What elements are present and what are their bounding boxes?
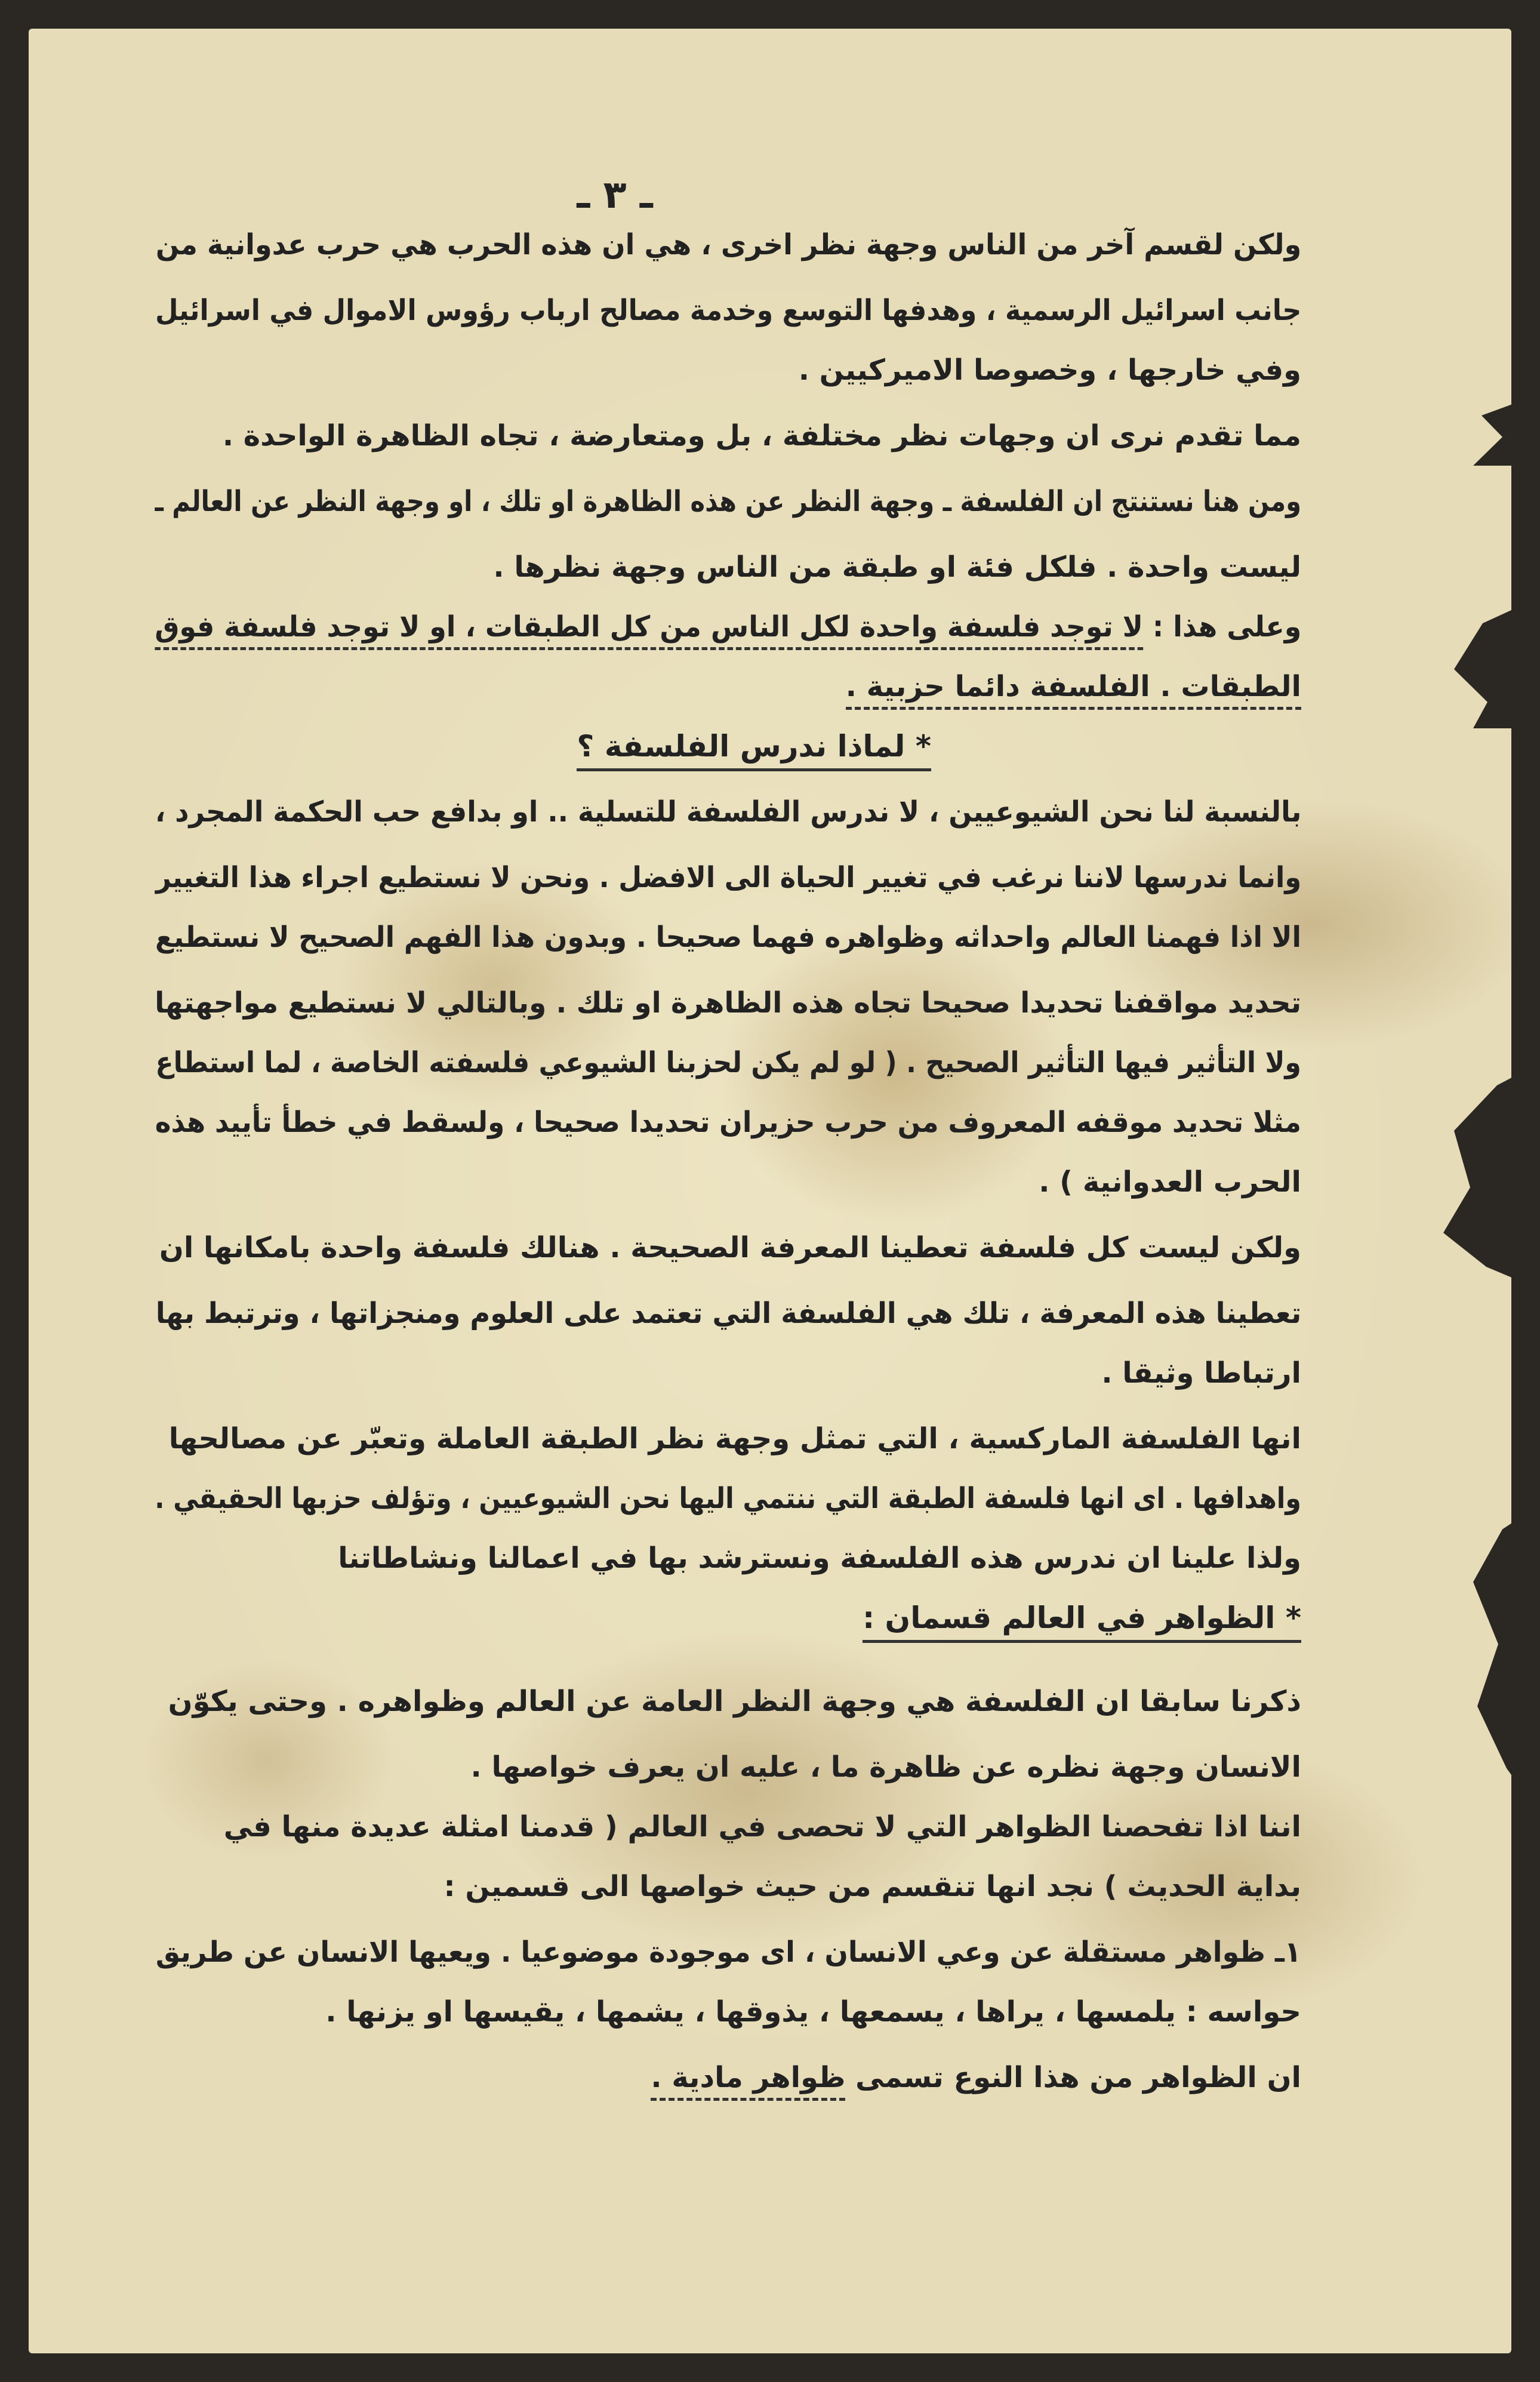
body-line: مثلا تحديد موقفه المعروف من حرب حزيران تحديدا صحيحا ، ولسقط في خطأ تأييد هذه <box>155 1106 1301 1139</box>
final-line-prefix: ان الظواهر من هذا النوع تسمى <box>855 2061 1301 2094</box>
conclusion-line-2 <box>846 669 1301 704</box>
body-line: ذكرنا سابقا ان الفلسفة هي وجهة النظر العامة عن العالم وظواهره . وحتى يكوّن <box>168 1685 1301 1718</box>
body-line: وفي خارجها ، وخصوصا الاميركيين . <box>798 353 1301 387</box>
body-line: الانسان وجهة نظره عن ظاهرة ما ، عليه ان يعرف خواصها . <box>470 1750 1301 1784</box>
body-line: ولكن ليست كل فلسفة تعطينا المعرفة الصحيحة . هنالك فلسفة واحدة بامكانها ان <box>159 1231 1301 1264</box>
body-line: بالنسبة لنا نحن الشيوعيين ، لا ندرس الفلسفة للتسلية .. او بدافع حب الحكمة المجرد ، <box>155 795 1301 829</box>
section-heading: * الظواهر في العالم قسمان : <box>863 1600 1301 1636</box>
body-line: الحرب العدوانية ) . <box>1039 1165 1301 1199</box>
body-line: انها الفلسفة الماركسية ، التي تمثل وجهة نظر الطبقة العاملة وتعبّر عن مصالحها <box>168 1422 1301 1455</box>
conclusion-underlined: الطبقات . الفلسفة دائما حزبية . <box>846 670 1301 710</box>
body-line: ولكن لقسم آخر من الناس وجهة نظر اخرى ، هي ان هذه الحرب هي حرب عدوانية من <box>155 228 1301 261</box>
body-line: الا اذا فهمنا العالم واحداثه وظواهره فهما صحيحا . وبدون هذا الفهم الصحيح لا نستطيع <box>155 921 1301 954</box>
body-line: حواسه : يلمسها ، يراها ، يسمعها ، يذوقها ، يشمها ، يقيسها او يزنها . <box>325 1995 1301 2029</box>
body-line: ارتباطا وثيقا . <box>1101 1356 1301 1390</box>
body-line: اننا اذا تفحصنا الظواهر التي لا تحصى في العالم ( قدمنا امثلة عديدة منها في <box>223 1810 1301 1844</box>
body-line: تعطينا هذه المعرفة ، تلك هي الفلسفة التي تعتمد على العلوم ومنجزاتها ، وترتبط بها <box>155 1297 1301 1330</box>
body-line: ولذا علينا ان ندرس هذه الفلسفة ونسترشد بها في اعمالنا ونشاطاتنا <box>338 1541 1301 1575</box>
final-line-underlined: ظواهر مادية . <box>651 2061 845 2101</box>
body-line: ليست واحدة . فلكل فئة او طبقة من الناس وجهة نظرها . <box>493 550 1301 584</box>
body-line: وانما ندرسها لاننا نرغب في تغيير الحياة الى الافضل . ونحن لا نستطيع اجراء هذا التغيير <box>155 861 1301 894</box>
page-number: ـ ٣ ـ <box>577 173 653 217</box>
conclusion-prefix: وعلى هذا : <box>1152 610 1301 644</box>
final-line <box>651 2060 1301 2095</box>
body-line: ١ـ ظواهر مستقلة عن وعي الانسان ، اى موجودة موضوعيا . ويعيها الانسان عن طريق <box>155 1935 1301 1969</box>
body-line: ولا التأثير فيها التأثير الصحيح . ( لو لم يكن لحزبنا الشيوعي فلسفته الخاصة ، لما استطاع <box>155 1046 1301 1079</box>
conclusion-line <box>155 609 1301 645</box>
body-line: واهدافها . اى انها فلسفة الطبقة التي ننتمي اليها نحن الشيوعيين ، وتؤلف حزبها الحقيقي . <box>155 1482 1301 1515</box>
body-line: بداية الحديث ) نجد انها تنقسم من حيث خواصها الى قسمين : <box>443 1870 1301 1903</box>
section-heading: * لماذا ندرس الفلسفة ؟ <box>577 728 931 764</box>
body-line: جانب اسرائيل الرسمية ، وهدفها التوسع وخدمة مصالح ارباب رؤوس الاموال في اسرائيل <box>155 294 1301 327</box>
body-line: تحديد مواقفنا تحديدا صحيحا تجاه هذه الظاهرة او تلك . وبالتالي لا نستطيع مواجهتها <box>155 986 1301 1020</box>
body-line: مما تقدم نرى ان وجهات نظر مختلفة ، بل ومتعارضة ، تجاه الظاهرة الواحدة . <box>222 419 1301 453</box>
conclusion-underlined: لا توجد فلسفة واحدة لكل الناس من كل الطبقات ، او لا توجد فلسفة فوق <box>155 610 1142 650</box>
body-line: ومن هنا نستنتج ان الفلسفة ـ وجهة النظر عن هذه الظاهرة او تلك ، او وجهة النظر عن العالم ـ <box>155 485 1301 518</box>
